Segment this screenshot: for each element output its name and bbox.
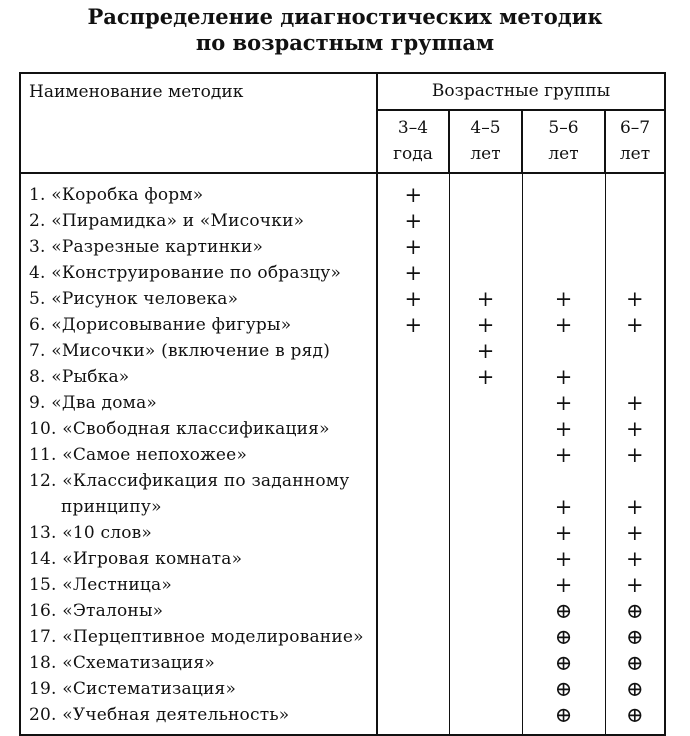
age-group-mark: ⊕ xyxy=(522,676,605,702)
age-group-mark xyxy=(377,390,449,416)
age-group-mark: + xyxy=(377,208,449,234)
method-name: 12. «Классификация по заданному xyxy=(20,468,377,494)
age-group-mark xyxy=(605,338,665,364)
age-group-mark: + xyxy=(377,260,449,286)
method-name: 3. «Разрезные картинки» xyxy=(20,234,377,260)
table-row xyxy=(20,572,665,598)
age-group-mark: + xyxy=(522,390,605,416)
age-group-mark: + xyxy=(449,312,522,338)
age-group-mark: + xyxy=(522,520,605,546)
table-row xyxy=(20,468,665,494)
method-name: 5. «Рисунок человека» xyxy=(20,286,377,312)
age-group-header xyxy=(449,110,522,173)
table-row xyxy=(20,546,665,572)
table-row xyxy=(20,702,665,735)
age-group-mark xyxy=(449,260,522,286)
age-group-mark: ⊕ xyxy=(605,650,665,676)
age-group-header xyxy=(522,110,605,173)
age-group-mark xyxy=(377,598,449,624)
age-group-mark: + xyxy=(449,286,522,312)
age-unit: лет xyxy=(548,144,579,165)
method-name: 19. «Систематизация» xyxy=(20,676,377,702)
age-group-mark: + xyxy=(522,364,605,390)
methods-column-header: Наименование методик xyxy=(20,73,377,173)
age-group-mark xyxy=(377,676,449,702)
age-group-mark: + xyxy=(605,390,665,416)
method-name: 2. «Пирамидка» и «Мисочки» xyxy=(20,208,377,234)
age-group-mark: ⊕ xyxy=(605,702,665,735)
age-group-mark: + xyxy=(522,416,605,442)
age-group-mark xyxy=(377,442,449,468)
age-group-mark: + xyxy=(605,494,665,520)
age-group-mark xyxy=(449,390,522,416)
age-group-mark xyxy=(605,364,665,390)
age-group-mark xyxy=(522,260,605,286)
age-group-mark xyxy=(449,234,522,260)
age-group-mark: ⊕ xyxy=(522,598,605,624)
table-row xyxy=(20,364,665,390)
age-groups-header: Возрастные группы xyxy=(377,73,665,110)
age-group-mark xyxy=(449,650,522,676)
age-group-mark xyxy=(377,650,449,676)
age-group-mark xyxy=(449,173,522,208)
age-group-mark: + xyxy=(377,286,449,312)
method-name: 17. «Перцептивное моделирование» xyxy=(20,624,377,650)
age-group-mark xyxy=(522,234,605,260)
age-group-mark: + xyxy=(605,442,665,468)
age-group-mark: + xyxy=(522,546,605,572)
table-row xyxy=(20,312,665,338)
age-range: 4–5 xyxy=(470,118,501,139)
table-row xyxy=(20,208,665,234)
age-group-mark xyxy=(449,208,522,234)
age-group-mark xyxy=(449,676,522,702)
age-group-mark: + xyxy=(522,494,605,520)
age-group-mark xyxy=(449,494,522,520)
age-group-mark: ⊕ xyxy=(605,598,665,624)
method-name: 18. «Схематизация» xyxy=(20,650,377,676)
age-group-mark: + xyxy=(605,286,665,312)
age-group-mark xyxy=(522,338,605,364)
table-row xyxy=(20,494,665,520)
age-group-mark xyxy=(449,546,522,572)
method-name: 15. «Лестница» xyxy=(20,572,377,598)
method-name: 7. «Мисочки» (включение в ряд) xyxy=(20,338,377,364)
age-range: 5–6 xyxy=(548,118,579,139)
table-row xyxy=(20,442,665,468)
age-group-mark: + xyxy=(522,572,605,598)
table-row xyxy=(20,286,665,312)
method-name: 11. «Самое непохожее» xyxy=(20,442,377,468)
age-group-mark: ⊕ xyxy=(605,676,665,702)
method-name: 8. «Рыбка» xyxy=(20,364,377,390)
age-range: 3–4 xyxy=(397,118,429,139)
age-group-mark xyxy=(522,208,605,234)
age-group-mark: ⊕ xyxy=(605,624,665,650)
age-group-mark xyxy=(522,468,605,494)
age-group-mark: + xyxy=(522,442,605,468)
age-group-mark xyxy=(377,572,449,598)
age-group-mark: + xyxy=(377,234,449,260)
age-unit: лет xyxy=(619,144,651,165)
method-name: 20. «Учебная деятельность» xyxy=(20,702,377,735)
methods-table-body xyxy=(20,173,665,735)
age-group-mark xyxy=(522,173,605,208)
table-row xyxy=(20,676,665,702)
age-group-mark xyxy=(449,442,522,468)
age-group-mark xyxy=(449,624,522,650)
age-group-header xyxy=(377,110,449,173)
method-name: 16. «Эталоны» xyxy=(20,598,377,624)
age-group-mark: ⊕ xyxy=(522,702,605,735)
table-row xyxy=(20,338,665,364)
method-name: 4. «Конструирование по образцу» xyxy=(20,260,377,286)
age-group-mark: + xyxy=(605,546,665,572)
table-row xyxy=(20,416,665,442)
age-group-mark xyxy=(377,416,449,442)
age-group-mark xyxy=(377,364,449,390)
age-group-mark xyxy=(605,468,665,494)
age-group-mark xyxy=(377,468,449,494)
age-group-mark xyxy=(449,416,522,442)
method-name: 1. «Коробка форм» xyxy=(20,173,377,208)
age-group-mark xyxy=(377,702,449,735)
age-unit: года xyxy=(393,144,433,165)
age-group-mark xyxy=(377,546,449,572)
age-group-mark: + xyxy=(605,416,665,442)
age-group-mark xyxy=(605,234,665,260)
table-title-line-1: Распределение диагностических методик xyxy=(87,4,603,29)
age-unit: лет xyxy=(470,144,501,165)
table-row xyxy=(20,234,665,260)
age-group-mark xyxy=(605,260,665,286)
age-group-mark xyxy=(449,572,522,598)
table-row xyxy=(20,650,665,676)
age-group-mark: ⊕ xyxy=(522,650,605,676)
age-group-mark xyxy=(605,208,665,234)
age-group-mark xyxy=(449,468,522,494)
age-group-mark xyxy=(449,520,522,546)
age-group-mark: + xyxy=(449,364,522,390)
table-row xyxy=(20,260,665,286)
age-group-mark: + xyxy=(377,173,449,208)
age-group-header xyxy=(605,110,665,173)
method-name: 13. «10 слов» xyxy=(20,520,377,546)
table-title-line-2: по возрастным группам xyxy=(195,30,495,55)
age-group-mark xyxy=(377,520,449,546)
table-row xyxy=(20,624,665,650)
age-group-mark: + xyxy=(605,572,665,598)
age-group-mark xyxy=(377,338,449,364)
method-name: 9. «Два дома» xyxy=(20,390,377,416)
age-group-mark xyxy=(449,702,522,735)
table-row xyxy=(20,520,665,546)
age-group-mark: + xyxy=(449,338,522,364)
method-name: принципу» xyxy=(20,494,377,520)
table-row xyxy=(20,173,665,208)
age-range: 6–7 xyxy=(619,118,651,139)
methods-table xyxy=(19,72,666,736)
table-row xyxy=(20,598,665,624)
age-group-mark: + xyxy=(605,520,665,546)
age-group-mark xyxy=(377,624,449,650)
age-group-mark xyxy=(449,598,522,624)
age-group-mark: + xyxy=(605,312,665,338)
table-row xyxy=(20,390,665,416)
age-group-mark: + xyxy=(377,312,449,338)
age-group-mark xyxy=(605,173,665,208)
age-group-mark: + xyxy=(522,286,605,312)
method-name: 14. «Игровая комната» xyxy=(20,546,377,572)
age-group-mark: + xyxy=(522,312,605,338)
age-group-mark: ⊕ xyxy=(522,624,605,650)
age-group-mark xyxy=(377,494,449,520)
method-name: 6. «Дорисовывание фигуры» xyxy=(20,312,377,338)
method-name: 10. «Свободная классификация» xyxy=(20,416,377,442)
